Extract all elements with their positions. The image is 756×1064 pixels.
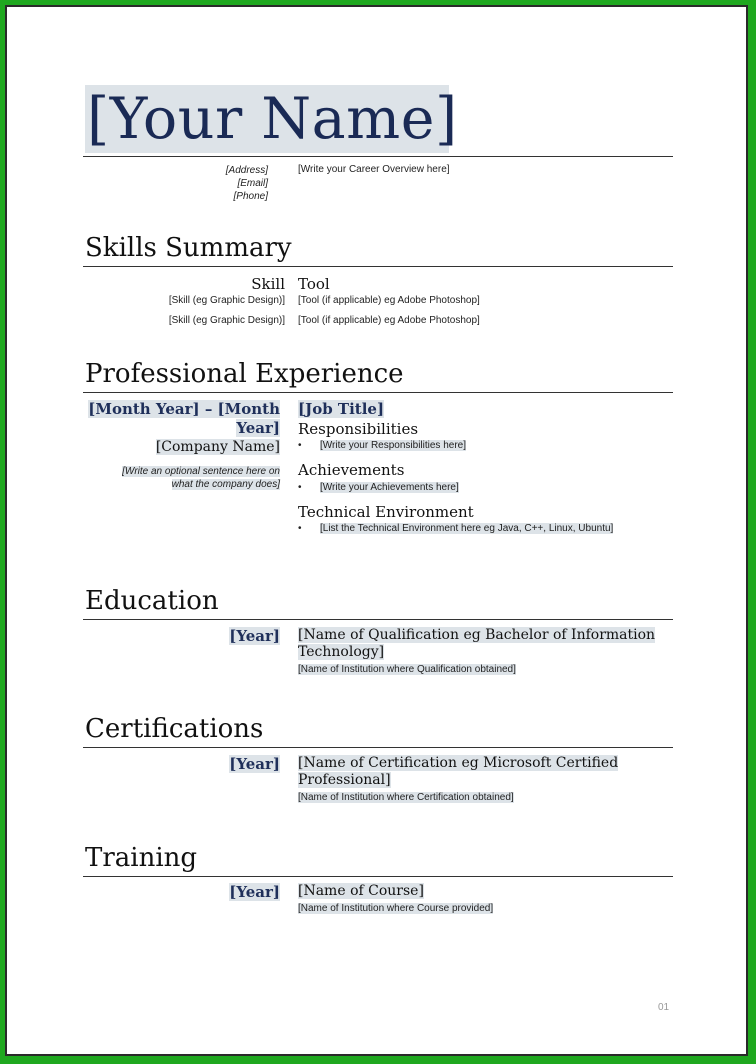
skill-column-header: Skill xyxy=(251,275,285,293)
training-rule xyxy=(83,876,673,877)
company-name[interactable]: [Company Name] xyxy=(155,439,280,455)
resume-name[interactable]: [Your Name] xyxy=(87,86,458,152)
achievements-item[interactable]: • [Write your Achievements here] xyxy=(298,482,459,493)
experience-rule xyxy=(83,392,673,393)
tech-environment-item[interactable]: • [List the Technical Environment here eg Java, C++, Linux, Ubuntu] xyxy=(298,523,614,534)
responsibilities-label: Responsibilities xyxy=(298,420,419,438)
training-title: Training xyxy=(85,843,198,873)
certification-institution[interactable]: [Name of Institution where Certification obtained] xyxy=(298,792,514,803)
responsibilities-item[interactable]: • [Write your Responsibilities here] xyxy=(298,440,466,451)
training-institution[interactable]: [Name of Institution where Course provided] xyxy=(298,903,494,914)
course-name[interactable]: [Name of Course] xyxy=(298,883,424,899)
phone-field[interactable]: [Phone] xyxy=(233,191,268,202)
job-title[interactable]: [Job Title] xyxy=(298,400,385,418)
certifications-rule xyxy=(83,747,673,748)
skills-rule xyxy=(83,266,673,267)
education-title: Education xyxy=(85,586,219,616)
achievements-label: Achievements xyxy=(298,461,405,479)
training-year[interactable]: [Year] xyxy=(229,883,280,901)
page-number: 01 xyxy=(658,1002,670,1013)
education-year[interactable]: [Year] xyxy=(229,627,280,645)
career-overview[interactable]: [Write your Career Overview here] xyxy=(298,164,450,175)
email-field[interactable]: [Email] xyxy=(237,178,268,189)
contact-block xyxy=(68,164,268,203)
skill-item[interactable]: [Skill (eg Graphic Design)] xyxy=(168,295,285,306)
tool-item[interactable]: [Tool (if applicable) eg Adobe Photoshop] xyxy=(298,315,480,326)
skills-title: Skills Summary xyxy=(85,233,292,263)
education-rule xyxy=(83,619,673,620)
employment-dates[interactable]: [Month Year] – [Month Year] xyxy=(88,400,280,437)
address-field[interactable]: [Address] xyxy=(225,165,268,176)
header-rule xyxy=(83,156,673,157)
resume-page xyxy=(5,5,748,1056)
qualification-name[interactable]: [Name of Qualification eg Bachelor of Information Technology] xyxy=(298,627,656,660)
company-note[interactable]: [Write an optional sentence here on what the company does] xyxy=(122,466,280,490)
tech-environment-label: Technical Environment xyxy=(298,503,474,521)
tool-item[interactable]: [Tool (if applicable) eg Adobe Photoshop] xyxy=(298,295,480,306)
certifications-title: Certifications xyxy=(85,714,264,744)
skill-item[interactable]: [Skill (eg Graphic Design)] xyxy=(168,315,285,326)
certification-year[interactable]: [Year] xyxy=(229,755,280,773)
tool-column-header: Tool xyxy=(298,275,330,293)
education-institution[interactable]: [Name of Institution where Qualification obtained] xyxy=(298,664,516,675)
experience-title: Professional Experience xyxy=(85,359,404,389)
certification-name[interactable]: [Name of Certification eg Microsoft Certified Professional] xyxy=(298,755,619,788)
